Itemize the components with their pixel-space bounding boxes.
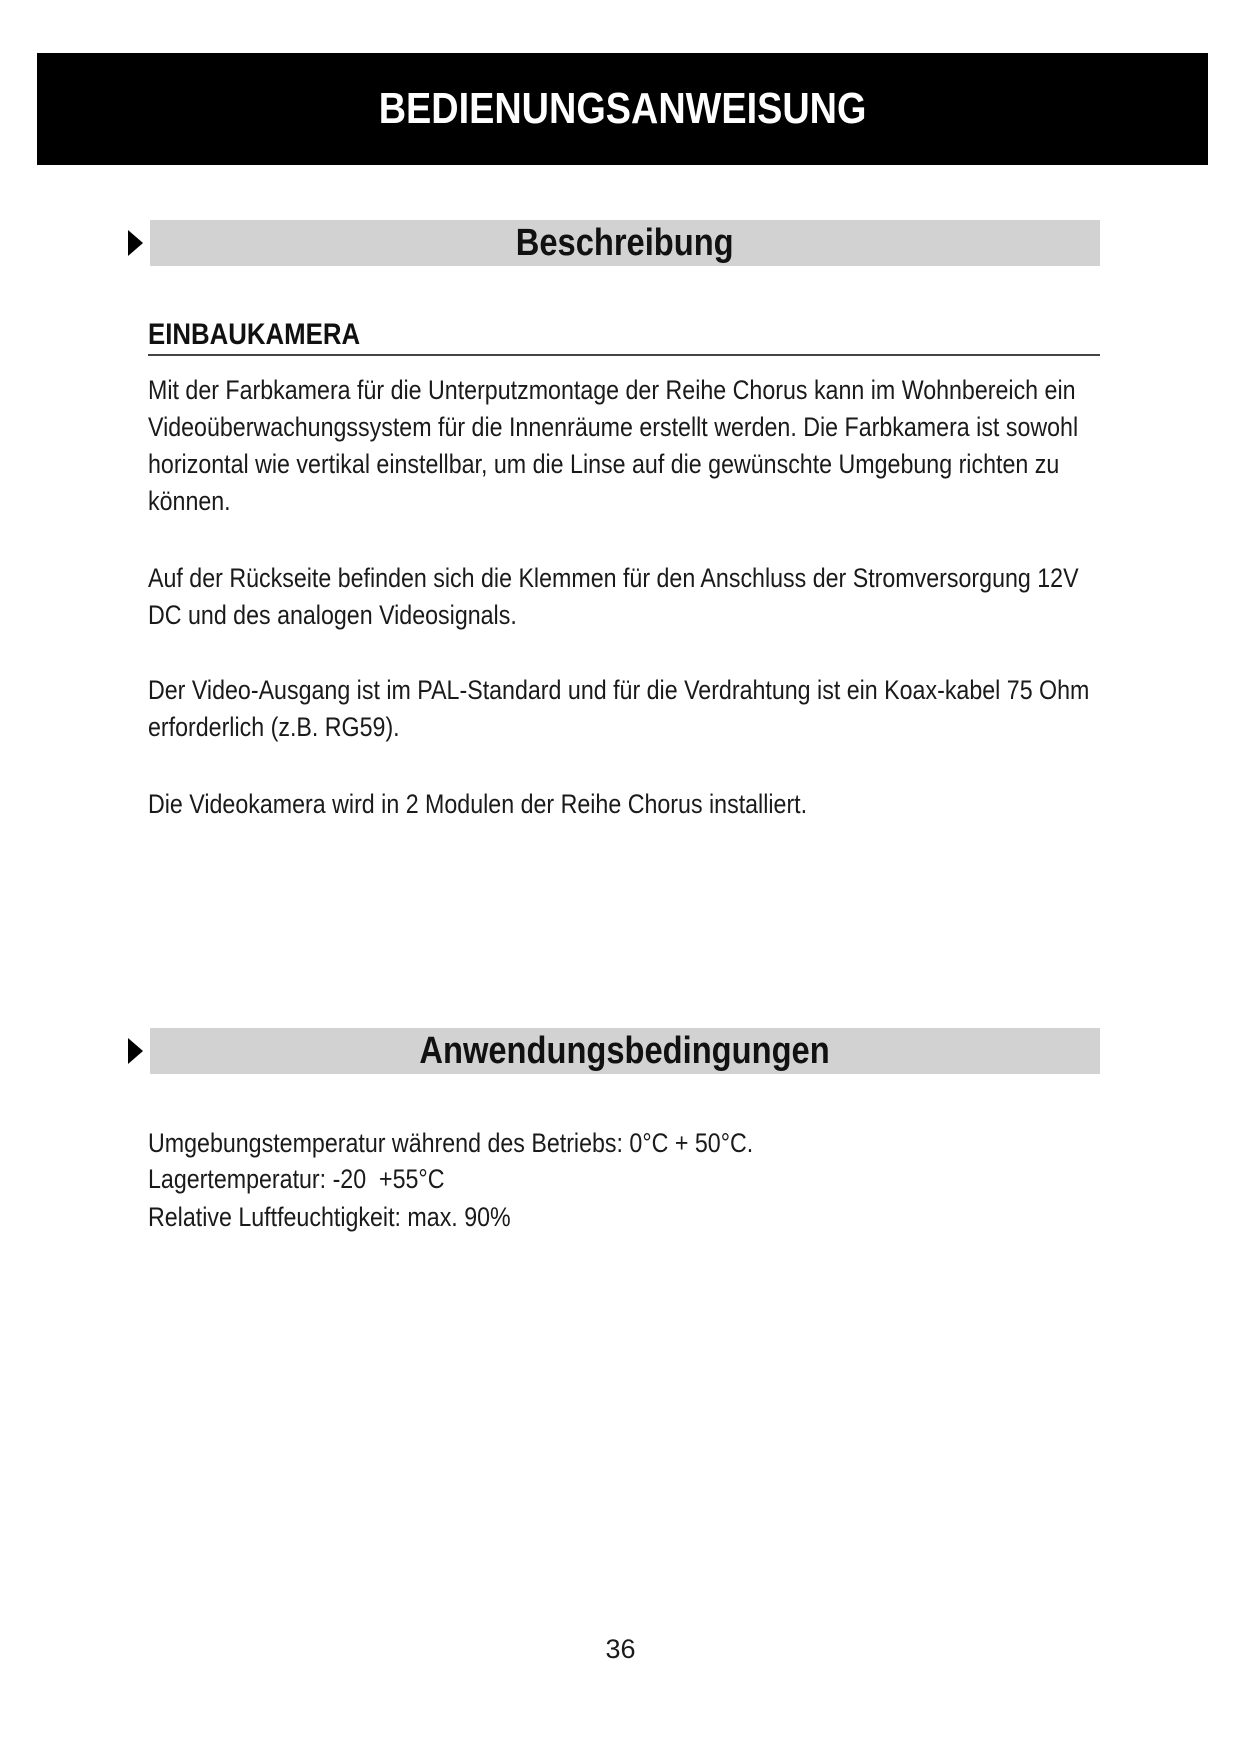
- arrow-right-icon: [128, 1038, 143, 1064]
- section-heading-description: [120, 220, 1100, 266]
- paragraph: Mit der Farbkamera für die Unterputzmontage der Reihe Chorus kann im Wohnbereich ein Videoüberwachungssystem für die Innenräume erstellt werden. Die Farbkamera ist sowohl horizontal wie vertikal einstellbar, um die Linse auf die gewünschte Umgebung richten zu können.: [148, 375, 1079, 516]
- storage-temperature-line: Lagertemperatur: -20 +55°C: [148, 1164, 445, 1194]
- section-title: Beschreibung: [516, 221, 734, 264]
- section-heading-conditions: [120, 1028, 1100, 1074]
- subheading-label: EINBAUKAMERA: [148, 318, 361, 351]
- subheading-built-in-camera: [148, 318, 1100, 356]
- arrow-right-icon: [128, 230, 143, 256]
- document-title: BEDIENUNGSANWEISUNG: [378, 84, 867, 133]
- section-heading-bar: [150, 1028, 1100, 1074]
- humidity-line: Relative Luftfeuchtigkeit: max. 90%: [148, 1202, 511, 1232]
- paragraph: Auf der Rückseite befinden sich die Klemmen für den Anschluss der Stromversorgung 12V DC und des analogen Videosignals.: [148, 563, 1079, 630]
- operating-temperature-line: Umgebungstemperatur während des Betriebs: 0°C + 50°C.: [148, 1128, 754, 1158]
- section-heading-bar: [150, 220, 1100, 266]
- page-number: 36: [605, 1634, 636, 1664]
- paragraph: Der Video-Ausgang ist im PAL-Standard und für die Verdrahtung ist ein Koax-kabel 75 Ohm erforderlich (z.B. RG59).: [148, 675, 1090, 742]
- page-header: [37, 53, 1208, 165]
- paragraph: Die Videokamera wird in 2 Modulen der Reihe Chorus installiert.: [148, 789, 808, 819]
- section-title: Anwendungsbedingungen: [419, 1029, 831, 1072]
